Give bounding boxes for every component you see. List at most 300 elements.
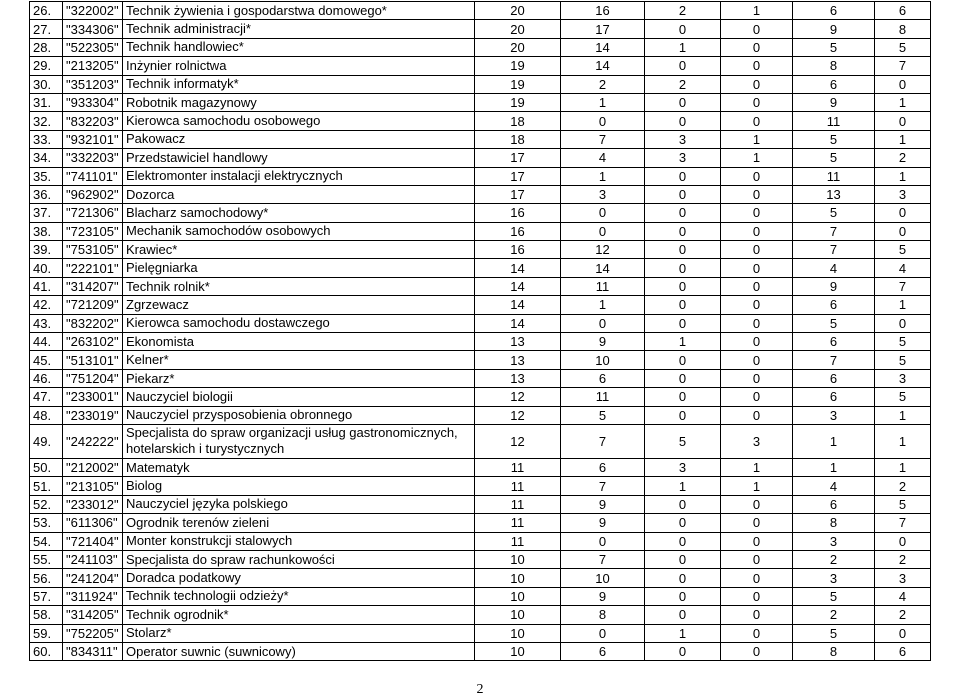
value-cell-5: 7 bbox=[793, 222, 875, 240]
value-cell-2: 0 bbox=[561, 204, 645, 222]
occupation-name-cell: Technik handlowiec* bbox=[123, 38, 475, 56]
value-cell-3: 0 bbox=[645, 514, 721, 532]
table-row bbox=[30, 550, 931, 568]
row-number-cell: 52. bbox=[30, 495, 63, 513]
value-cell-1: 14 bbox=[475, 277, 561, 295]
value-cell-5: 5 bbox=[793, 314, 875, 332]
value-cell-1: 14 bbox=[475, 259, 561, 277]
value-cell-1: 11 bbox=[475, 514, 561, 532]
row-number-cell: 29. bbox=[30, 57, 63, 75]
value-cell-6: 6 bbox=[875, 642, 931, 660]
value-cell-6: 5 bbox=[875, 351, 931, 369]
value-cell-1: 18 bbox=[475, 112, 561, 130]
value-cell-6: 6 bbox=[875, 2, 931, 20]
value-cell-4: 0 bbox=[721, 550, 793, 568]
value-cell-1: 16 bbox=[475, 204, 561, 222]
occupation-name-cell: Elektromonter instalacji elektrycznych bbox=[123, 167, 475, 185]
table-row bbox=[30, 2, 931, 20]
value-cell-2: 10 bbox=[561, 569, 645, 587]
value-cell-2: 6 bbox=[561, 369, 645, 387]
occupation-code-cell: "332203" bbox=[63, 149, 123, 167]
row-number-cell: 33. bbox=[30, 130, 63, 148]
occupation-name-cell: Dozorca bbox=[123, 185, 475, 203]
value-cell-1: 11 bbox=[475, 477, 561, 495]
table-row bbox=[30, 333, 931, 351]
value-cell-1: 14 bbox=[475, 314, 561, 332]
row-number-cell: 34. bbox=[30, 149, 63, 167]
page-number: 2 bbox=[476, 682, 484, 697]
value-cell-1: 10 bbox=[475, 587, 561, 605]
value-cell-1: 10 bbox=[475, 550, 561, 568]
value-cell-6: 0 bbox=[875, 204, 931, 222]
value-cell-2: 1 bbox=[561, 296, 645, 314]
row-number-cell: 42. bbox=[30, 296, 63, 314]
value-cell-2: 0 bbox=[561, 314, 645, 332]
occupation-name-cell: Stolarz* bbox=[123, 624, 475, 642]
row-number-cell: 59. bbox=[30, 624, 63, 642]
value-cell-3: 0 bbox=[645, 93, 721, 111]
value-cell-3: 0 bbox=[645, 57, 721, 75]
value-cell-3: 0 bbox=[645, 406, 721, 424]
value-cell-5: 6 bbox=[793, 333, 875, 351]
occupation-code-cell: "611306" bbox=[63, 514, 123, 532]
row-number-cell: 44. bbox=[30, 333, 63, 351]
value-cell-4: 0 bbox=[721, 569, 793, 587]
row-number-cell: 58. bbox=[30, 606, 63, 624]
value-cell-6: 5 bbox=[875, 38, 931, 56]
value-cell-2: 7 bbox=[561, 130, 645, 148]
occupation-name-cell: Technik technologii odzieży* bbox=[123, 587, 475, 605]
value-cell-5: 5 bbox=[793, 149, 875, 167]
value-cell-6: 4 bbox=[875, 259, 931, 277]
value-cell-5: 9 bbox=[793, 93, 875, 111]
table-row bbox=[30, 130, 931, 148]
occupation-name-cell: Ekonomista bbox=[123, 333, 475, 351]
value-cell-3: 0 bbox=[645, 369, 721, 387]
value-cell-2: 1 bbox=[561, 93, 645, 111]
occupation-name-cell: Specjalista do spraw rachunkowości bbox=[123, 550, 475, 568]
table-row bbox=[30, 112, 931, 130]
table-row bbox=[30, 458, 931, 476]
row-number-cell: 41. bbox=[30, 277, 63, 295]
value-cell-1: 19 bbox=[475, 75, 561, 93]
value-cell-2: 14 bbox=[561, 57, 645, 75]
occupation-code-cell: "241103" bbox=[63, 550, 123, 568]
occupation-code-cell: "213105" bbox=[63, 477, 123, 495]
occupation-name-cell: Technik informatyk* bbox=[123, 75, 475, 93]
table-body bbox=[30, 2, 931, 661]
occupation-name-cell: Doradca podatkowy bbox=[123, 569, 475, 587]
occupation-code-cell: "311924" bbox=[63, 587, 123, 605]
value-cell-3: 0 bbox=[645, 204, 721, 222]
occupation-code-cell: "741101" bbox=[63, 167, 123, 185]
table-row bbox=[30, 167, 931, 185]
occupation-code-cell: "721404" bbox=[63, 532, 123, 550]
value-cell-5: 13 bbox=[793, 185, 875, 203]
value-cell-4: 0 bbox=[721, 314, 793, 332]
value-cell-1: 20 bbox=[475, 20, 561, 38]
value-cell-3: 0 bbox=[645, 241, 721, 259]
value-cell-5: 9 bbox=[793, 277, 875, 295]
table-row bbox=[30, 20, 931, 38]
value-cell-4: 0 bbox=[721, 204, 793, 222]
row-number-cell: 55. bbox=[30, 550, 63, 568]
value-cell-1: 11 bbox=[475, 495, 561, 513]
value-cell-5: 5 bbox=[793, 38, 875, 56]
row-number-cell: 27. bbox=[30, 20, 63, 38]
value-cell-2: 5 bbox=[561, 406, 645, 424]
value-cell-6: 5 bbox=[875, 333, 931, 351]
table-row bbox=[30, 642, 931, 660]
value-cell-5: 11 bbox=[793, 112, 875, 130]
occupation-name-cell: Piekarz* bbox=[123, 369, 475, 387]
row-number-cell: 26. bbox=[30, 2, 63, 20]
value-cell-2: 9 bbox=[561, 495, 645, 513]
occupation-code-cell: "522305" bbox=[63, 38, 123, 56]
row-number-cell: 31. bbox=[30, 93, 63, 111]
value-cell-1: 17 bbox=[475, 167, 561, 185]
value-cell-6: 0 bbox=[875, 314, 931, 332]
occupation-name-cell: Nauczyciel biologii bbox=[123, 388, 475, 406]
table-row bbox=[30, 314, 931, 332]
value-cell-6: 5 bbox=[875, 495, 931, 513]
value-cell-3: 0 bbox=[645, 314, 721, 332]
value-cell-1: 18 bbox=[475, 130, 561, 148]
value-cell-1: 19 bbox=[475, 93, 561, 111]
value-cell-5: 6 bbox=[793, 75, 875, 93]
value-cell-6: 1 bbox=[875, 167, 931, 185]
occupation-code-cell: "314205" bbox=[63, 606, 123, 624]
value-cell-5: 5 bbox=[793, 130, 875, 148]
value-cell-2: 10 bbox=[561, 351, 645, 369]
value-cell-4: 0 bbox=[721, 587, 793, 605]
value-cell-6: 0 bbox=[875, 624, 931, 642]
value-cell-1: 20 bbox=[475, 2, 561, 20]
value-cell-1: 20 bbox=[475, 38, 561, 56]
occupation-code-cell: "222101" bbox=[63, 259, 123, 277]
value-cell-4: 3 bbox=[721, 424, 793, 458]
value-cell-6: 4 bbox=[875, 587, 931, 605]
row-number-cell: 39. bbox=[30, 241, 63, 259]
value-cell-1: 16 bbox=[475, 241, 561, 259]
value-cell-6: 3 bbox=[875, 569, 931, 587]
table-row bbox=[30, 424, 931, 458]
row-number-cell: 43. bbox=[30, 314, 63, 332]
row-number-cell: 35. bbox=[30, 167, 63, 185]
occupation-code-cell: "834311" bbox=[63, 642, 123, 660]
row-number-cell: 47. bbox=[30, 388, 63, 406]
value-cell-4: 0 bbox=[721, 259, 793, 277]
value-cell-4: 0 bbox=[721, 167, 793, 185]
value-cell-2: 16 bbox=[561, 2, 645, 20]
value-cell-3: 3 bbox=[645, 130, 721, 148]
row-number-cell: 54. bbox=[30, 532, 63, 550]
value-cell-6: 5 bbox=[875, 241, 931, 259]
value-cell-4: 1 bbox=[721, 149, 793, 167]
value-cell-3: 0 bbox=[645, 20, 721, 38]
value-cell-1: 10 bbox=[475, 642, 561, 660]
table-row bbox=[30, 532, 931, 550]
value-cell-4: 0 bbox=[721, 112, 793, 130]
value-cell-3: 1 bbox=[645, 477, 721, 495]
value-cell-1: 12 bbox=[475, 388, 561, 406]
value-cell-4: 1 bbox=[721, 130, 793, 148]
value-cell-1: 12 bbox=[475, 424, 561, 458]
value-cell-3: 1 bbox=[645, 624, 721, 642]
occupation-name-cell: Technik żywienia i gospodarstwa domowego* bbox=[123, 2, 475, 20]
occupation-name-cell: Mechanik samochodów osobowych bbox=[123, 222, 475, 240]
table-row bbox=[30, 38, 931, 56]
row-number-cell: 37. bbox=[30, 204, 63, 222]
value-cell-3: 3 bbox=[645, 149, 721, 167]
value-cell-2: 7 bbox=[561, 550, 645, 568]
row-number-cell: 57. bbox=[30, 587, 63, 605]
value-cell-6: 1 bbox=[875, 93, 931, 111]
table-row bbox=[30, 514, 931, 532]
value-cell-3: 5 bbox=[645, 424, 721, 458]
value-cell-5: 6 bbox=[793, 495, 875, 513]
value-cell-5: 11 bbox=[793, 167, 875, 185]
occupation-name-cell: Kierowca samochodu dostawczego bbox=[123, 314, 475, 332]
value-cell-4: 0 bbox=[721, 624, 793, 642]
value-cell-5: 2 bbox=[793, 606, 875, 624]
value-cell-1: 13 bbox=[475, 369, 561, 387]
value-cell-1: 17 bbox=[475, 185, 561, 203]
value-cell-2: 0 bbox=[561, 222, 645, 240]
value-cell-4: 0 bbox=[721, 351, 793, 369]
value-cell-4: 0 bbox=[721, 388, 793, 406]
value-cell-5: 6 bbox=[793, 388, 875, 406]
value-cell-2: 9 bbox=[561, 333, 645, 351]
occupation-code-cell: "233019" bbox=[63, 406, 123, 424]
value-cell-6: 1 bbox=[875, 458, 931, 476]
value-cell-1: 14 bbox=[475, 296, 561, 314]
table-row bbox=[30, 351, 931, 369]
value-cell-5: 1 bbox=[793, 458, 875, 476]
table-row bbox=[30, 606, 931, 624]
occupation-name-cell: Inżynier rolnictwa bbox=[123, 57, 475, 75]
occupation-code-cell: "233001" bbox=[63, 388, 123, 406]
occupation-name-cell: Ogrodnik terenów zieleni bbox=[123, 514, 475, 532]
occupation-name-cell: Pielęgniarka bbox=[123, 259, 475, 277]
value-cell-6: 2 bbox=[875, 477, 931, 495]
value-cell-4: 0 bbox=[721, 57, 793, 75]
value-cell-3: 3 bbox=[645, 458, 721, 476]
value-cell-5: 6 bbox=[793, 296, 875, 314]
value-cell-3: 0 bbox=[645, 222, 721, 240]
value-cell-2: 11 bbox=[561, 277, 645, 295]
row-number-cell: 48. bbox=[30, 406, 63, 424]
row-number-cell: 51. bbox=[30, 477, 63, 495]
value-cell-4: 0 bbox=[721, 369, 793, 387]
value-cell-2: 6 bbox=[561, 458, 645, 476]
occupation-code-cell: "212002" bbox=[63, 458, 123, 476]
value-cell-2: 4 bbox=[561, 149, 645, 167]
value-cell-6: 2 bbox=[875, 606, 931, 624]
value-cell-2: 0 bbox=[561, 532, 645, 550]
occupation-name-cell: Zgrzewacz bbox=[123, 296, 475, 314]
row-number-cell: 30. bbox=[30, 75, 63, 93]
occupation-code-cell: "932101" bbox=[63, 130, 123, 148]
value-cell-5: 4 bbox=[793, 259, 875, 277]
row-number-cell: 53. bbox=[30, 514, 63, 532]
table-row bbox=[30, 569, 931, 587]
occupation-name-cell: Technik ogrodnik* bbox=[123, 606, 475, 624]
occupation-code-cell: "933304" bbox=[63, 93, 123, 111]
value-cell-2: 2 bbox=[561, 75, 645, 93]
value-cell-1: 10 bbox=[475, 606, 561, 624]
value-cell-4: 1 bbox=[721, 477, 793, 495]
table-row bbox=[30, 222, 931, 240]
value-cell-3: 0 bbox=[645, 569, 721, 587]
occupation-name-cell: Pakowacz bbox=[123, 130, 475, 148]
value-cell-6: 7 bbox=[875, 277, 931, 295]
value-cell-4: 0 bbox=[721, 606, 793, 624]
table-row bbox=[30, 241, 931, 259]
value-cell-2: 3 bbox=[561, 185, 645, 203]
value-cell-6: 2 bbox=[875, 149, 931, 167]
occupation-name-cell: Kelner* bbox=[123, 351, 475, 369]
table-row bbox=[30, 149, 931, 167]
table-row bbox=[30, 477, 931, 495]
value-cell-6: 0 bbox=[875, 112, 931, 130]
value-cell-6: 3 bbox=[875, 185, 931, 203]
occupation-name-cell: Biolog bbox=[123, 477, 475, 495]
row-number-cell: 49. bbox=[30, 424, 63, 458]
value-cell-5: 8 bbox=[793, 57, 875, 75]
occupations-table bbox=[29, 1, 931, 661]
value-cell-5: 7 bbox=[793, 241, 875, 259]
value-cell-2: 7 bbox=[561, 424, 645, 458]
value-cell-4: 0 bbox=[721, 495, 793, 513]
value-cell-6: 1 bbox=[875, 296, 931, 314]
value-cell-4: 0 bbox=[721, 406, 793, 424]
occupation-name-cell: Robotnik magazynowy bbox=[123, 93, 475, 111]
value-cell-4: 0 bbox=[721, 277, 793, 295]
value-cell-1: 13 bbox=[475, 351, 561, 369]
row-number-cell: 56. bbox=[30, 569, 63, 587]
value-cell-6: 0 bbox=[875, 75, 931, 93]
value-cell-3: 2 bbox=[645, 2, 721, 20]
row-number-cell: 40. bbox=[30, 259, 63, 277]
value-cell-1: 11 bbox=[475, 532, 561, 550]
row-number-cell: 50. bbox=[30, 458, 63, 476]
occupation-code-cell: "263102" bbox=[63, 333, 123, 351]
value-cell-6: 8 bbox=[875, 20, 931, 38]
value-cell-5: 5 bbox=[793, 624, 875, 642]
value-cell-6: 1 bbox=[875, 424, 931, 458]
occupation-code-cell: "721306" bbox=[63, 204, 123, 222]
value-cell-5: 3 bbox=[793, 406, 875, 424]
value-cell-2: 1 bbox=[561, 167, 645, 185]
value-cell-3: 0 bbox=[645, 167, 721, 185]
value-cell-2: 7 bbox=[561, 477, 645, 495]
value-cell-3: 0 bbox=[645, 112, 721, 130]
occupation-code-cell: "322002" bbox=[63, 2, 123, 20]
occupation-code-cell: "752205" bbox=[63, 624, 123, 642]
occupation-name-cell: Kierowca samochodu osobowego bbox=[123, 112, 475, 130]
value-cell-2: 8 bbox=[561, 606, 645, 624]
value-cell-6: 7 bbox=[875, 514, 931, 532]
row-number-cell: 32. bbox=[30, 112, 63, 130]
value-cell-3: 0 bbox=[645, 277, 721, 295]
occupation-name-cell: Monter konstrukcji stalowych bbox=[123, 532, 475, 550]
occupation-name-cell: Przedstawiciel handlowy bbox=[123, 149, 475, 167]
value-cell-3: 0 bbox=[645, 642, 721, 660]
value-cell-4: 0 bbox=[721, 333, 793, 351]
value-cell-3: 1 bbox=[645, 333, 721, 351]
value-cell-4: 0 bbox=[721, 514, 793, 532]
occupation-code-cell: "213205" bbox=[63, 57, 123, 75]
occupation-code-cell: "721209" bbox=[63, 296, 123, 314]
occupation-code-cell: "832202" bbox=[63, 314, 123, 332]
value-cell-6: 3 bbox=[875, 369, 931, 387]
value-cell-5: 3 bbox=[793, 569, 875, 587]
value-cell-3: 0 bbox=[645, 550, 721, 568]
value-cell-6: 1 bbox=[875, 406, 931, 424]
occupation-code-cell: "753105" bbox=[63, 241, 123, 259]
table-row bbox=[30, 277, 931, 295]
value-cell-4: 0 bbox=[721, 642, 793, 660]
table-row bbox=[30, 296, 931, 314]
value-cell-5: 4 bbox=[793, 477, 875, 495]
value-cell-6: 7 bbox=[875, 57, 931, 75]
value-cell-6: 0 bbox=[875, 532, 931, 550]
value-cell-2: 17 bbox=[561, 20, 645, 38]
value-cell-3: 0 bbox=[645, 296, 721, 314]
value-cell-2: 12 bbox=[561, 241, 645, 259]
value-cell-3: 0 bbox=[645, 587, 721, 605]
table-row bbox=[30, 93, 931, 111]
occupation-code-cell: "351203" bbox=[63, 75, 123, 93]
value-cell-4: 0 bbox=[721, 222, 793, 240]
value-cell-2: 11 bbox=[561, 388, 645, 406]
value-cell-4: 1 bbox=[721, 458, 793, 476]
value-cell-4: 0 bbox=[721, 75, 793, 93]
value-cell-5: 1 bbox=[793, 424, 875, 458]
value-cell-3: 2 bbox=[645, 75, 721, 93]
value-cell-2: 9 bbox=[561, 514, 645, 532]
value-cell-2: 0 bbox=[561, 112, 645, 130]
occupation-name-cell: Nauczyciel języka polskiego bbox=[123, 495, 475, 513]
occupation-name-cell: Nauczyciel przysposobienia obronnego bbox=[123, 406, 475, 424]
value-cell-1: 10 bbox=[475, 569, 561, 587]
value-cell-2: 6 bbox=[561, 642, 645, 660]
value-cell-5: 5 bbox=[793, 204, 875, 222]
value-cell-5: 5 bbox=[793, 587, 875, 605]
row-number-cell: 45. bbox=[30, 351, 63, 369]
value-cell-4: 0 bbox=[721, 296, 793, 314]
table-row bbox=[30, 369, 931, 387]
occupation-code-cell: "962902" bbox=[63, 185, 123, 203]
value-cell-4: 0 bbox=[721, 185, 793, 203]
occupation-code-cell: "513101" bbox=[63, 351, 123, 369]
value-cell-1: 13 bbox=[475, 333, 561, 351]
row-number-cell: 28. bbox=[30, 38, 63, 56]
occupation-name-cell: Technik administracji* bbox=[123, 20, 475, 38]
row-number-cell: 36. bbox=[30, 185, 63, 203]
table-row bbox=[30, 388, 931, 406]
table-row bbox=[30, 587, 931, 605]
table-row bbox=[30, 624, 931, 642]
value-cell-2: 14 bbox=[561, 259, 645, 277]
value-cell-1: 10 bbox=[475, 624, 561, 642]
table-row bbox=[30, 185, 931, 203]
value-cell-5: 9 bbox=[793, 20, 875, 38]
occupation-name-cell: Matematyk bbox=[123, 458, 475, 476]
occupation-code-cell: "751204" bbox=[63, 369, 123, 387]
value-cell-1: 12 bbox=[475, 406, 561, 424]
